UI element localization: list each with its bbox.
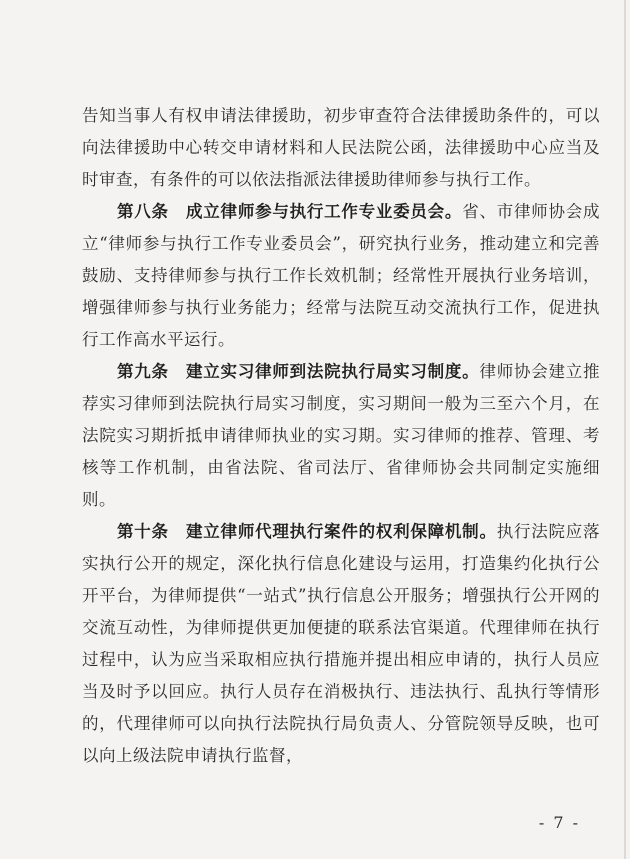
paragraph-body: 告知当事人有权申请法律援助，初步审查符合法律援助条件的，可以向法律援助中心转交申请材料和人民法院公函，法律援助中心应当及时审查，有条件的可以依法指派法律援助律师参与执行工作。 bbox=[82, 106, 600, 189]
paragraph-continuation bbox=[82, 100, 600, 196]
article-8 bbox=[82, 196, 600, 356]
article-body: 省、市律师协会成立“律师参与执行工作专业委员会”，研究执行业务，推动建立和完善鼓励、支持律师参与执行工作长效机制；经常性开展执行业务培训，增强律师参与执行业务能力；经常与法院互动交流执行工作，促进执行工作高水平运行。 bbox=[82, 202, 601, 349]
article-9 bbox=[82, 356, 600, 516]
article-heading: 第九条 建立实习律师到法院执行局实习制度。 bbox=[117, 362, 480, 381]
article-body: 执行法院应落实执行公开的规定，深化执行信息化建设与运用，打造集约化执行公开平台，为律师提供“一站式”执行信息公开服务；增强执行公开网的交流互动性，为律师提供更加便捷的联系法官渠道。代理律师在执行过程中，认为应当采取相应执行措施并提出相应申请的，执行人员应当及时予以回应。执行人员存在消极执行、违法执行、乱执行等情形的，代理律师可以向执行法院执行局负责人、分管院领导反映，也可以向上级法院申请执行监督， bbox=[82, 522, 601, 765]
article-heading: 第十条 建立律师代理执行案件的权利保障机制。 bbox=[117, 522, 497, 541]
page-edge-shadow bbox=[624, 0, 626, 859]
article-heading: 第八条 成立律师参与执行工作专业委员会。 bbox=[117, 202, 463, 221]
article-10 bbox=[82, 516, 600, 772]
article-body: 律师协会建立推荐实习律师到法院执行局实习制度，实习期间一般为三至六个月，在法院实习期折抵申请律师执业的实习期。实习律师的推荐、管理、考核等工作机制，由省法院、省司法厅、省律师协会共同制定实施细则。 bbox=[82, 362, 601, 509]
page-number: - 7 - bbox=[538, 813, 580, 832]
